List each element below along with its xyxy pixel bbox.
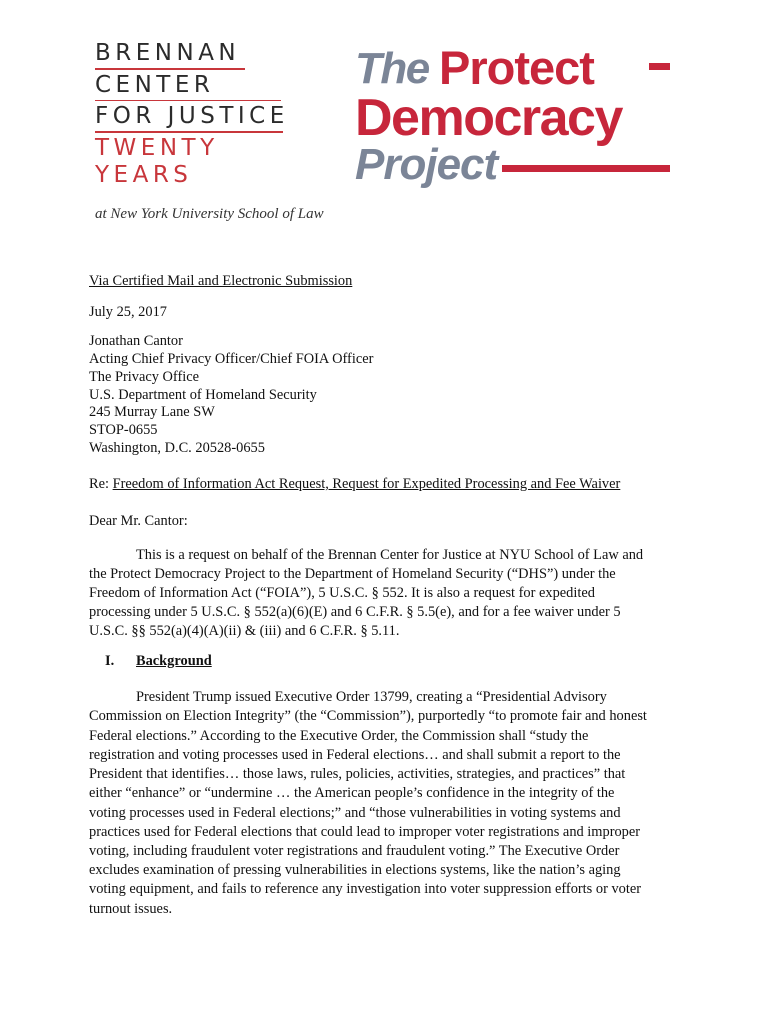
logo-line-twenty: TWENTY: [95, 134, 219, 161]
logo-line-brennan: BRENNAN: [95, 40, 241, 66]
paragraph-line: This is a request on behalf of the Brennan Center for Justice at NYU School of Law and: [136, 547, 644, 563]
address-line: The Privacy Office: [89, 369, 200, 385]
letter-date: July 25, 2017: [89, 304, 167, 320]
logo-word-the: The: [355, 44, 429, 93]
paragraph-line: U.S.C. §§ 552(a)(4)(A)(ii) & (iii) and 6 C.F.R. § 5.11.: [89, 623, 400, 639]
paragraph-line: the Protect Democracy Project to the Department of Homeland Security (“DHS”) under the: [89, 566, 616, 582]
section-number: I.: [105, 653, 115, 669]
paragraph-line: excludes examination of pressing vulnerabilities in elections systems, like the nation’s aging: [89, 862, 621, 878]
subject-line: [89, 475, 689, 493]
logo-line-center: CENTER: [95, 71, 215, 98]
logo-dash: [649, 63, 670, 70]
paragraph-line: either “enhance” or “undermine … the American people’s confidence in the integrity of the: [89, 785, 615, 801]
protect-democracy-logo: [355, 42, 685, 192]
logo-word-democracy: Democracy: [355, 89, 622, 147]
section-heading: Background: [136, 653, 212, 669]
address-line: Washington, D.C. 20528-0655: [89, 440, 265, 456]
address-line: Jonathan Cantor: [89, 333, 183, 349]
paragraph-line: voting equipment, and fails to reference any investigation into voter suppression efforts or voter: [89, 881, 642, 897]
logo-rule: [95, 68, 245, 70]
address-line: 245 Murray Lane SW: [89, 404, 215, 420]
brennan-center-subtitle: at New York University School of Law: [95, 206, 324, 222]
logo-bar: [502, 165, 670, 172]
paragraph-line: voting, including fraudulent voter registrations and fraudulent voting.” The Executive Order: [89, 843, 620, 859]
salutation: Dear Mr. Cantor:: [89, 513, 188, 529]
logo-line-for-justice: FOR JUSTICE: [95, 103, 289, 129]
paragraph-line: voting processes used in Federal elections;” and “those vulnerabilities in voting systems and: [89, 805, 621, 821]
paragraph-line: Freedom of Information Act (“FOIA”), 5 U.S.C. § 552. It is also a request for expedited: [89, 585, 595, 601]
subject-text: Freedom of Information Act Request, Request for Expedited Processing and Fee Waiver: [112, 476, 621, 492]
paragraph-line: registration and voting processes used in Federal elections… and shall submit a report to the: [89, 747, 621, 763]
paragraph-line: processing under 5 U.S.C. § 552(a)(6)(E) and 6 C.F.R. § 5.5(e), and for a fee waiver under 5: [89, 604, 621, 620]
paragraph-line: practices used for Federal elections that could lead to improper voter registrations and improper: [89, 824, 641, 840]
address-line: U.S. Department of Homeland Security: [89, 387, 317, 403]
logo-line-years: YEARS: [95, 161, 193, 188]
brennan-center-logo: [95, 40, 335, 189]
logo-word-project: Project: [355, 140, 498, 189]
delivery-method: Via Certified Mail and Electronic Submission: [89, 273, 353, 289]
logo-word-protect: Protect: [439, 41, 594, 94]
paragraph-line: President Trump issued Executive Order 13799, creating a “Presidential Advisory: [136, 689, 607, 705]
logo-rule: [95, 131, 283, 133]
logo-rule: [95, 100, 281, 102]
address-line: STOP-0655: [89, 422, 158, 438]
address-line: Acting Chief Privacy Officer/Chief FOIA Officer: [89, 351, 374, 367]
paragraph-line: Federal elections.” According to the Executive Order, the Commission shall “study the: [89, 728, 589, 744]
paragraph-line: turnout issues.: [89, 901, 173, 917]
paragraph-line: Commission on Election Integrity” (the “Commission”), purportedly “to promote fair and honest: [89, 708, 647, 724]
subject-prefix: Re:: [89, 476, 113, 492]
paragraph-line: President that identifies… those laws, rules, policies, activities, strategies, and practices” that: [89, 766, 626, 782]
